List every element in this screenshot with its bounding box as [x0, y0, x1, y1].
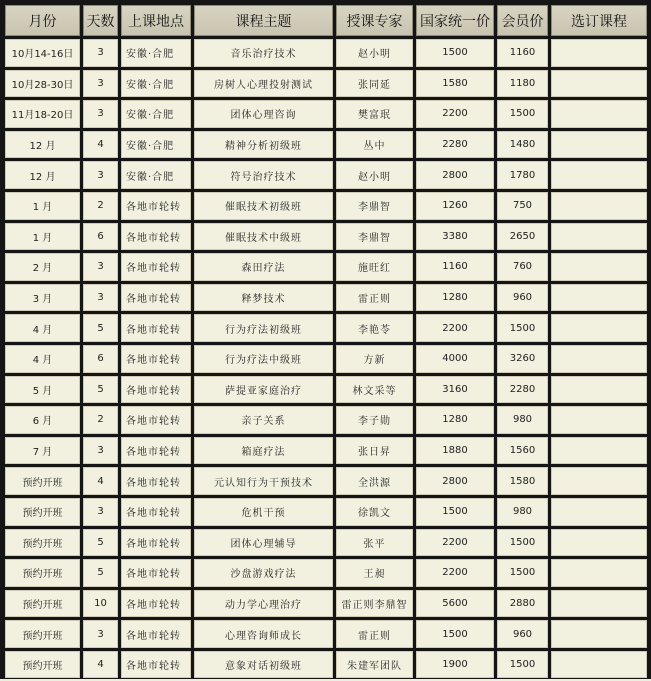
cell-location: 各地市轮转: [121, 253, 191, 281]
cell-expert: 王昶: [336, 559, 413, 587]
cell-select-course[interactable]: [551, 161, 647, 189]
cell-expert: 李艳苓: [336, 314, 413, 342]
cell-national-price: 2800: [416, 161, 494, 189]
cell-expert: 林文采等: [336, 376, 413, 404]
cell-expert: 施旺红: [336, 253, 413, 281]
header-location: 上课地点: [121, 5, 191, 36]
cell-member-price: 1480: [497, 131, 548, 159]
cell-expert: 徐凯文: [336, 498, 413, 526]
cell-location: 各地市轮转: [121, 529, 191, 557]
cell-topic: 沙盘游戏疗法: [194, 559, 333, 587]
header-select-course: 选订课程: [551, 5, 647, 36]
cell-member-price: 960: [497, 620, 548, 648]
cell-topic: 心理咨询师成长: [194, 620, 333, 648]
cell-month: 12 月: [5, 131, 80, 159]
cell-expert: 张平: [336, 529, 413, 557]
cell-month: 4 月: [5, 314, 80, 342]
cell-days: 6: [83, 223, 118, 251]
cell-expert: 樊富珉: [336, 100, 413, 128]
cell-select-course[interactable]: [551, 192, 647, 220]
cell-member-price: 1560: [497, 437, 548, 465]
cell-days: 5: [83, 376, 118, 404]
table-row: [5, 620, 647, 648]
cell-topic: 房树人心理投射测试: [194, 70, 333, 98]
cell-select-course[interactable]: [551, 406, 647, 434]
cell-national-price: 1500: [416, 620, 494, 648]
cell-member-price: 3260: [497, 345, 548, 373]
cell-select-course[interactable]: [551, 559, 647, 587]
cell-member-price: 2280: [497, 376, 548, 404]
cell-topic: 萨提亚家庭治疗: [194, 376, 333, 404]
cell-national-price: 3380: [416, 223, 494, 251]
cell-select-course[interactable]: [551, 498, 647, 526]
cell-topic: 亲子关系: [194, 406, 333, 434]
cell-topic: 行为疗法初级班: [194, 314, 333, 342]
table-header-row: [5, 5, 647, 36]
cell-month: 预约开班: [5, 590, 80, 618]
cell-national-price: 4000: [416, 345, 494, 373]
cell-expert: 方新: [336, 345, 413, 373]
cell-select-course[interactable]: [551, 131, 647, 159]
cell-member-price: 1500: [497, 559, 548, 587]
table-row: [5, 314, 647, 342]
cell-national-price: 3160: [416, 376, 494, 404]
cell-expert: 丛中: [336, 131, 413, 159]
cell-month: 3 月: [5, 284, 80, 312]
table-row: [5, 345, 647, 373]
cell-month: 预约开班: [5, 529, 80, 557]
cell-topic: 元认知行为干预技术: [194, 467, 333, 495]
cell-location: 各地市轮转: [121, 314, 191, 342]
cell-location: 各地市轮转: [121, 406, 191, 434]
cell-topic: 催眠技术中级班: [194, 223, 333, 251]
table-row: [5, 651, 647, 679]
cell-topic: 团体心理辅导: [194, 529, 333, 557]
cell-national-price: 5600: [416, 590, 494, 618]
table-row: [5, 253, 647, 281]
cell-days: 5: [83, 559, 118, 587]
cell-days: 3: [83, 620, 118, 648]
cell-days: 3: [83, 161, 118, 189]
cell-month: 4 月: [5, 345, 80, 373]
cell-topic: 行为疗法中级班: [194, 345, 333, 373]
cell-member-price: 2880: [497, 590, 548, 618]
cell-location: 各地市轮转: [121, 192, 191, 220]
cell-member-price: 980: [497, 406, 548, 434]
cell-national-price: 1280: [416, 284, 494, 312]
cell-select-course[interactable]: [551, 39, 647, 67]
cell-month: 预约开班: [5, 620, 80, 648]
cell-month: 11月18-20日: [5, 100, 80, 128]
cell-days: 4: [83, 651, 118, 679]
table-row: [5, 100, 647, 128]
cell-days: 2: [83, 192, 118, 220]
table-row: [5, 559, 647, 587]
cell-month: 12 月: [5, 161, 80, 189]
cell-national-price: 2280: [416, 131, 494, 159]
cell-expert: 张日昇: [336, 437, 413, 465]
cell-member-price: 960: [497, 284, 548, 312]
cell-month: 5 月: [5, 376, 80, 404]
cell-days: 10: [83, 590, 118, 618]
cell-location: 各地市轮转: [121, 223, 191, 251]
cell-expert: 赵小明: [336, 161, 413, 189]
cell-select-course[interactable]: [551, 100, 647, 128]
cell-national-price: 2200: [416, 314, 494, 342]
cell-month: 6 月: [5, 406, 80, 434]
cell-expert: 雷正则李鼎智: [336, 590, 413, 618]
cell-select-course[interactable]: [551, 467, 647, 495]
table-row: [5, 70, 647, 98]
cell-national-price: 1500: [416, 39, 494, 67]
cell-topic: 催眠技术初级班: [194, 192, 333, 220]
cell-month: 1 月: [5, 223, 80, 251]
cell-select-course[interactable]: [551, 314, 647, 342]
cell-topic: 团体心理咨询: [194, 100, 333, 128]
cell-expert: 雷正则: [336, 284, 413, 312]
cell-location: 安徽·合肥: [121, 70, 191, 98]
table-row: [5, 590, 647, 618]
cell-topic: 动力学心理治疗: [194, 590, 333, 618]
cell-location: 各地市轮转: [121, 376, 191, 404]
cell-expert: 赵小明: [336, 39, 413, 67]
cell-location: 各地市轮转: [121, 590, 191, 618]
table-row: [5, 376, 647, 404]
table-row: [5, 161, 647, 189]
cell-member-price: 1500: [497, 529, 548, 557]
cell-location: 各地市轮转: [121, 620, 191, 648]
cell-days: 5: [83, 529, 118, 557]
cell-month: 预约开班: [5, 651, 80, 679]
cell-month: 7 月: [5, 437, 80, 465]
cell-national-price: 1900: [416, 651, 494, 679]
cell-national-price: 2800: [416, 467, 494, 495]
cell-days: 3: [83, 70, 118, 98]
cell-days: 3: [83, 100, 118, 128]
cell-days: 4: [83, 467, 118, 495]
cell-member-price: 1580: [497, 467, 548, 495]
cell-national-price: 2200: [416, 529, 494, 557]
cell-member-price: 750: [497, 192, 548, 220]
table-row: [5, 192, 647, 220]
cell-national-price: 1880: [416, 437, 494, 465]
cell-select-course[interactable]: [551, 253, 647, 281]
cell-topic: 森田疗法: [194, 253, 333, 281]
cell-location: 各地市轮转: [121, 559, 191, 587]
cell-days: 4: [83, 131, 118, 159]
cell-month: 预约开班: [5, 559, 80, 587]
cell-topic: 释梦技术: [194, 284, 333, 312]
cell-location: 安徽·合肥: [121, 131, 191, 159]
cell-member-price: 1180: [497, 70, 548, 98]
header-topic: 课程主题: [194, 5, 333, 36]
cell-member-price: 980: [497, 498, 548, 526]
cell-month: 2 月: [5, 253, 80, 281]
cell-national-price: 1160: [416, 253, 494, 281]
cell-days: 3: [83, 498, 118, 526]
course-schedule-table: [2, 2, 650, 681]
cell-expert: 全洪源: [336, 467, 413, 495]
cell-month: 10月14-16日: [5, 39, 80, 67]
cell-select-course[interactable]: [551, 223, 647, 251]
table-row: [5, 223, 647, 251]
cell-days: 6: [83, 345, 118, 373]
cell-expert: 张同延: [336, 70, 413, 98]
cell-days: 2: [83, 406, 118, 434]
cell-select-course[interactable]: [551, 437, 647, 465]
table-row: [5, 39, 647, 67]
cell-location: 安徽·合肥: [121, 100, 191, 128]
cell-topic: 意象对话初级班: [194, 651, 333, 679]
table-row: [5, 131, 647, 159]
cell-member-price: 1500: [497, 100, 548, 128]
table-row: [5, 406, 647, 434]
cell-national-price: 2200: [416, 559, 494, 587]
cell-location: 各地市轮转: [121, 345, 191, 373]
cell-national-price: 1280: [416, 406, 494, 434]
cell-topic: 危机干预: [194, 498, 333, 526]
cell-month: 1 月: [5, 192, 80, 220]
cell-month: 10月28-30日: [5, 70, 80, 98]
cell-expert: 朱建军团队: [336, 651, 413, 679]
cell-national-price: 1260: [416, 192, 494, 220]
table-row: [5, 284, 647, 312]
cell-select-course[interactable]: [551, 590, 647, 618]
cell-days: 3: [83, 39, 118, 67]
cell-topic: 精神分析初级班: [194, 131, 333, 159]
cell-national-price: 1580: [416, 70, 494, 98]
cell-topic: 音乐治疗技术: [194, 39, 333, 67]
cell-select-course[interactable]: [551, 376, 647, 404]
cell-month: 预约开班: [5, 467, 80, 495]
cell-location: 各地市轮转: [121, 284, 191, 312]
cell-month: 预约开班: [5, 498, 80, 526]
cell-days: 5: [83, 314, 118, 342]
cell-member-price: 760: [497, 253, 548, 281]
cell-national-price: 2200: [416, 100, 494, 128]
cell-select-course[interactable]: [551, 651, 647, 679]
table-body: [5, 39, 647, 678]
cell-select-course[interactable]: [551, 284, 647, 312]
cell-topic: 符号治疗技术: [194, 161, 333, 189]
header-days: 天数: [83, 5, 118, 36]
cell-expert: 李鼎智: [336, 192, 413, 220]
cell-location: 各地市轮转: [121, 467, 191, 495]
cell-select-course[interactable]: [551, 529, 647, 557]
table-row: [5, 498, 647, 526]
cell-expert: 李鼎智: [336, 223, 413, 251]
cell-member-price: 1500: [497, 651, 548, 679]
cell-select-course[interactable]: [551, 70, 647, 98]
cell-days: 3: [83, 284, 118, 312]
cell-national-price: 1500: [416, 498, 494, 526]
cell-location: 安徽·合肥: [121, 39, 191, 67]
cell-location: 安徽·合肥: [121, 161, 191, 189]
cell-topic: 箱庭疗法: [194, 437, 333, 465]
cell-member-price: 2650: [497, 223, 548, 251]
cell-expert: 李子勋: [336, 406, 413, 434]
table-row: [5, 529, 647, 557]
cell-location: 各地市轮转: [121, 651, 191, 679]
header-member-price: 会员价: [497, 5, 548, 36]
header-national-price: 国家统一价: [416, 5, 494, 36]
cell-select-course[interactable]: [551, 345, 647, 373]
cell-select-course[interactable]: [551, 620, 647, 648]
header-expert: 授课专家: [336, 5, 413, 36]
cell-member-price: 1160: [497, 39, 548, 67]
header-month: 月份: [5, 5, 80, 36]
cell-location: 各地市轮转: [121, 498, 191, 526]
table-row: [5, 467, 647, 495]
cell-expert: 雷正则: [336, 620, 413, 648]
cell-days: 3: [83, 437, 118, 465]
cell-member-price: 1500: [497, 314, 548, 342]
cell-days: 3: [83, 253, 118, 281]
table-row: [5, 437, 647, 465]
cell-member-price: 1780: [497, 161, 548, 189]
cell-location: 各地市轮转: [121, 437, 191, 465]
